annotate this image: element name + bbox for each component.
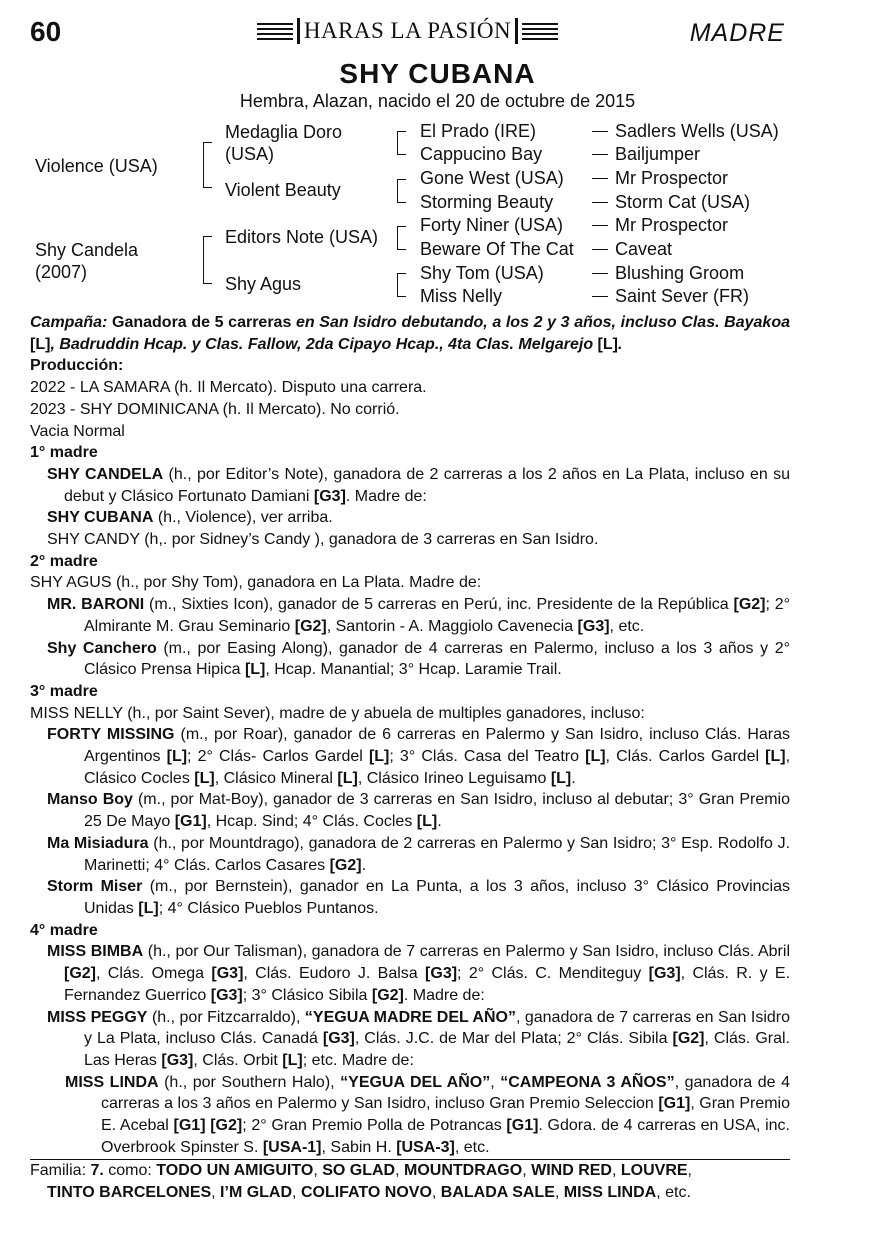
pedigree-gen4: Mr Prospector (615, 168, 729, 188)
horse-name: SHY CUBANA (339, 58, 536, 89)
production-line: 2023 - SHY DOMINICANA (h. Il Mercato). No corrió. (30, 400, 400, 418)
pedigree-gen4: Saint Sever (FR) (615, 286, 750, 306)
madre4-entry: MISS BIMBA (h., por Our Talisman), ganadora de 7 carreras en Palermo y San Isidro, incluso Clás. Abril [G2], Clás. Omega [G3], Clás. Eudoro J. Balsa [G3]; 2° Clás. C. Menditeguy [G3], Clás. R. y E. Fernandez Guerrico [G3]; 3° Clásico Sibila [G2]. Madre de: (47, 943, 791, 1004)
madre3-title: 3° madre (30, 682, 98, 700)
family-line: Familia: 7. como: TODO UN AMIGUITO, SO GLAD, MOUNTDRAGO, WIND RED, LOUVRE, (30, 1162, 692, 1180)
pedigree-sire: Violence (USA) (35, 156, 158, 176)
brand-header (255, 17, 560, 45)
campaign-label: Campaña: (30, 314, 108, 331)
pedigree-dash (592, 296, 608, 297)
pedigree-gen4: Caveat (615, 239, 673, 259)
pedigree-gen3: Gone West (USA) (420, 168, 564, 188)
brand-left-bar (297, 18, 300, 44)
pedigree-dash (592, 154, 608, 155)
brand-name: HARAS LA PASIÓN (303, 18, 512, 43)
brand-right-rule-icon (522, 23, 558, 40)
horse-description: Hembra, Alazan, nacido el 20 de octubre de 2015 (239, 91, 636, 111)
production-title: Producción: (30, 357, 124, 375)
madre1-child: SHY CANDY (h,. por Sidney’s Candy ), ganadora de 3 carreras en San Isidro. (47, 531, 599, 549)
madre4-grandchild: MISS LINDA (h., por Southern Halo), “YEGUA DEL AÑO”, “CAMPEONA 3 AÑOS”, ganadora de 4 carreras a los 3 años en Palermo y San Isidro, incluso Gran Premio Seleccion [G1], Gran Premio E. Acebal [G1] [G2]; 2° Gran Premio Polla de Potrancas [G1]. Gdora. de 4 carreras en USA, inc. Overbrook Spinster S. [USA-1], Sabin H. [USA-3], etc. (65, 1073, 791, 1156)
pedigree-dash (592, 178, 608, 179)
pedigree-dash (592, 131, 608, 132)
pedigree-dash (592, 273, 608, 274)
pedigree-bracket (203, 236, 212, 284)
pedigree-gen3: Forty Niner (USA) (420, 215, 564, 235)
pedigree-gen3: El Prado (IRE) (420, 121, 537, 141)
madre1-child: SHY CUBANA (h., Violence), ver arriba. (47, 509, 333, 527)
pedigree-gen3: Storming Beauty (420, 192, 554, 212)
madre2-child: MR. BARONI (m., Sixties Icon), ganador de 5 carreras en Perú, inc. Presidente de la República [G2]; 2° Almirante M. Grau Seminario [G2], Santorin - A. Maggiolo Cavenecia [G3], etc. (47, 596, 791, 635)
pedigree-gen4: Bailjumper (615, 144, 701, 164)
pedigree-gen3: Miss Nelly (420, 286, 503, 306)
pedigree-gen3: Beware Of The Cat (420, 239, 574, 259)
madre2-intro: SHY AGUS (h., por Shy Tom), ganadora en La Plata. Madre de: (30, 574, 482, 592)
pedigree-gen4: Mr Prospector (615, 215, 729, 235)
production-line: Vacia Normal (30, 422, 125, 440)
madre2-child: Shy Canchero (m., por Easing Along), ganador de 4 carreras en Palermo, incluso a los 3 años y 2° Clásico Prensa Hipica [L], Hcap. Manantial; 3° Hcap. Laramie Trail. (47, 639, 791, 679)
page-number: 60 (30, 16, 62, 47)
madre4-child: MISS PEGGY (h., por Fitzcarraldo), “YEGUA MADRE DEL AÑO”, ganadora de 7 carreras en San Isidro y La Plata, incluso Clás. Canadá [G3], Clás. J.C. de Mar del Plata; 2° Clás. Sibila [G2], Clás. Gral. Las Heras [G3], Clás. Orbit [L]; etc. Madre de: (47, 1008, 791, 1069)
pedigree-dash (592, 249, 608, 250)
pedigree-bracket (397, 273, 406, 297)
madre3-child: Ma Misiadura (h., por Mountdrago), ganadora de 2 carreras en Palermo y San Isidro; 3° Esp. Rodolfo J. Marinetti; 4° Clás. Carlos Casares [G2]. (47, 834, 791, 874)
pedigree-dash (592, 202, 608, 203)
pedigree-gen2: Medaglia Doro (USA) (225, 122, 343, 164)
section-label: MADRE (689, 19, 785, 47)
pedigree-gen2: Violent Beauty (225, 180, 341, 200)
madre1-entry: SHY CANDELA (h., por Editor’s Note), ganadora de 2 carreras a los 2 años en La Plata, incluso en su debut y Clásico Fortunato Damiani [G3]. Madre de: (47, 465, 790, 505)
madre1-title: 1° madre (30, 444, 98, 462)
pedigree-notes (30, 312, 790, 1204)
pedigree-gen3: Cappucino Bay (420, 144, 543, 164)
pedigree-dash (592, 225, 608, 226)
family-line: TINTO BARCELONES, I’M GLAD, COLIFATO NOVO, BALADA SALE, MISS LINDA, etc. (47, 1184, 691, 1202)
madre3-intro: MISS NELLY (h., por Saint Sever), madre de y abuela de multiples ganadores, incluso: (30, 704, 645, 722)
pedigree-dam: Shy Candela (2007) (35, 240, 139, 282)
pedigree-gen4: Sadlers Wells (USA) (615, 121, 779, 141)
pedigree-bracket (397, 179, 406, 203)
campaign-paragraph: Campaña: Ganadora de 5 carreras en San Isidro debutando, a los 2 y 3 años, incluso Clas. Bayakoa [L], Badruddin Hcap. y Clas. Fallow, 2da Cipayo Hcap., 4ta Clas. Melgarejo [L]. (30, 314, 790, 353)
production-line: 2022 - LA SAMARA (h. Il Mercato). Disputo una carrera. (30, 379, 427, 397)
pedigree-bracket (203, 142, 212, 188)
pedigree-bracket (397, 131, 406, 155)
madre3-child: Manso Boy (m., por Mat-Boy), ganador de 3 carreras en San Isidro, incluso al debutar; 3° Gran Premio 25 De Mayo [G1], Hcap. Sind; 4° Clás. Cocles [L]. (47, 791, 790, 831)
brand-right-bar (515, 18, 518, 44)
madre4-title: 4° madre (30, 921, 98, 939)
pedigree-gen2: Editors Note (USA) (225, 227, 379, 247)
pedigree-gen4: Blushing Groom (615, 263, 745, 283)
pedigree-gen2: Shy Agus (225, 274, 302, 294)
pedigree-gen3: Shy Tom (USA) (420, 263, 544, 283)
madre2-title: 2° madre (30, 552, 98, 570)
madre3-child: FORTY MISSING (m., por Roar), ganador de 6 carreras en Palermo y San Isidro, incluso Clás. Haras Argentinos [L]; 2° Clás- Carlos Gardel [L]; 3° Clás. Casa del Teatro [L], Clás. Carlos Gardel [L], Clásico Cocles [L], Clásico Mineral [L], Clásico Irineo Leguisamo [L]. (47, 726, 791, 787)
campaign-headline: Ganadora de 5 carreras (112, 314, 292, 331)
pedigree-gen4: Storm Cat (USA) (615, 192, 751, 212)
pedigree-bracket (397, 226, 406, 250)
madre3-child: Storm Miser (m., por Bernstein), ganador en La Punta, a los 3 años, incluso 3° Clásico Provincias Unidas [L]; 4° Clásico Pueblos Puntanos. (47, 878, 791, 917)
brand-left-rule-icon (257, 23, 293, 40)
